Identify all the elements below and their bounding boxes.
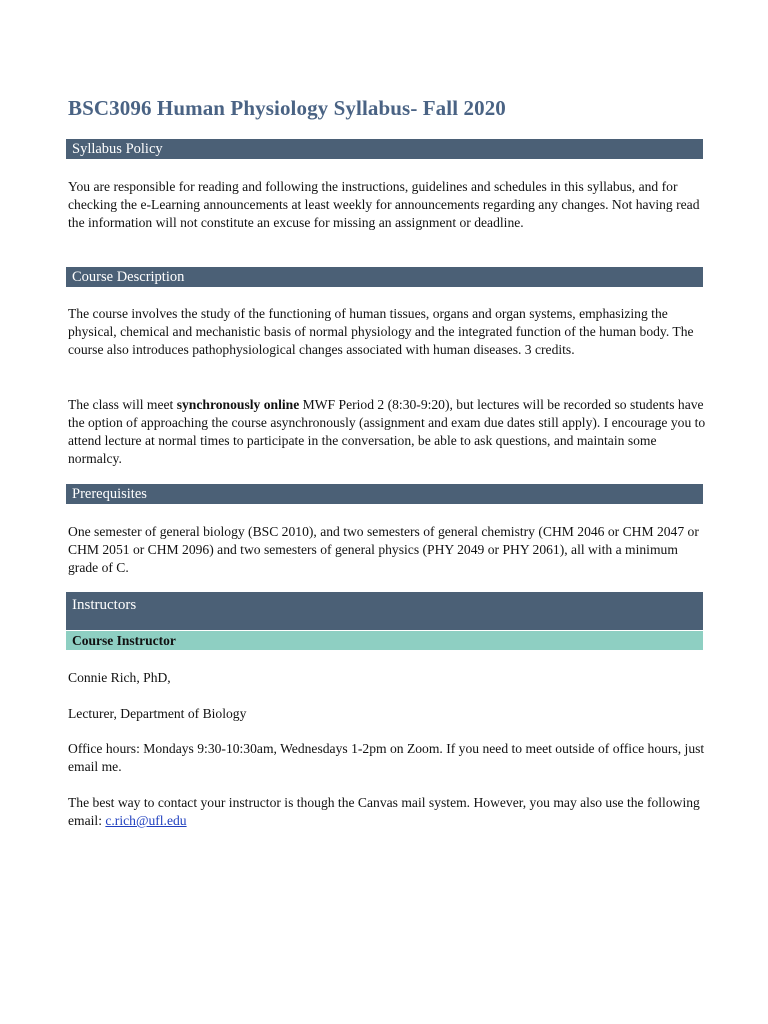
section-heading-syllabus-policy: Syllabus Policy [66, 139, 703, 159]
instructor-position: Lecturer, Department of Biology [68, 706, 247, 721]
office-hours-text: Office hours: Mondays 9:30-10:30am, Wednesdays 1-2pm on Zoom. If you need to meet outside of office hours, just email me. [68, 741, 705, 774]
meeting-mode-emphasis: synchronously online [176, 397, 300, 412]
subheading-course-instructor: Course Instructor [66, 631, 703, 650]
course-description-text: The course involves the study of the functioning of human tissues, organs and organ systems, emphasizing the physical, chemical and mechanistic basis of normal physiology and the integrated function of the human body. The course also introduces pathophysiological changes associated with human diseases. 3 credits. [68, 306, 694, 357]
page-title: BSC3096 Human Physiology Syllabus- Fall 2020 [68, 96, 506, 120]
prerequisites-text: One semester of general biology (BSC 2010), and two semesters of general chemistry (CHM 2046 or CHM 2047 or CHM 2051 or CHM 2096) and two semesters of general physics (PHY 2049 or PHY 2061), all with a minimum grade of C. [68, 524, 699, 575]
instructor-email-link[interactable]: c.rich@ufl.edu [105, 813, 187, 828]
syllabus-policy-text: You are responsible for reading and following the instructions, guidelines and schedules in this syllabus, and for checking the e-Learning announcements at least weekly for announcements regarding any changes. Not having read the information will not constitute an excuse for missing an assignment or deadline. [68, 179, 700, 230]
section-heading-instructors: Instructors [66, 592, 703, 630]
section-heading-course-description: Course Description [66, 267, 703, 287]
contact-text [68, 794, 708, 830]
meeting-text-start: The class will meet [68, 397, 177, 412]
meeting-text-end: MWF Period 2 (8:30-9:20), but lectures will be recorded so students have the option of approaching the course asynchronously (assignment and exam due dates still apply). I encourage you to attend lecture at normal times to participate in the conversation, be able to ask questions, and maintain some normalcy. [68, 397, 706, 466]
contact-text-body: The best way to contact your instructor is though the Canvas mail system. However, you may also use the following email: [68, 795, 700, 828]
instructor-name: Connie Rich, PhD, [68, 670, 171, 685]
course-meeting-text [68, 396, 708, 468]
section-heading-prerequisites: Prerequisites [66, 484, 703, 504]
